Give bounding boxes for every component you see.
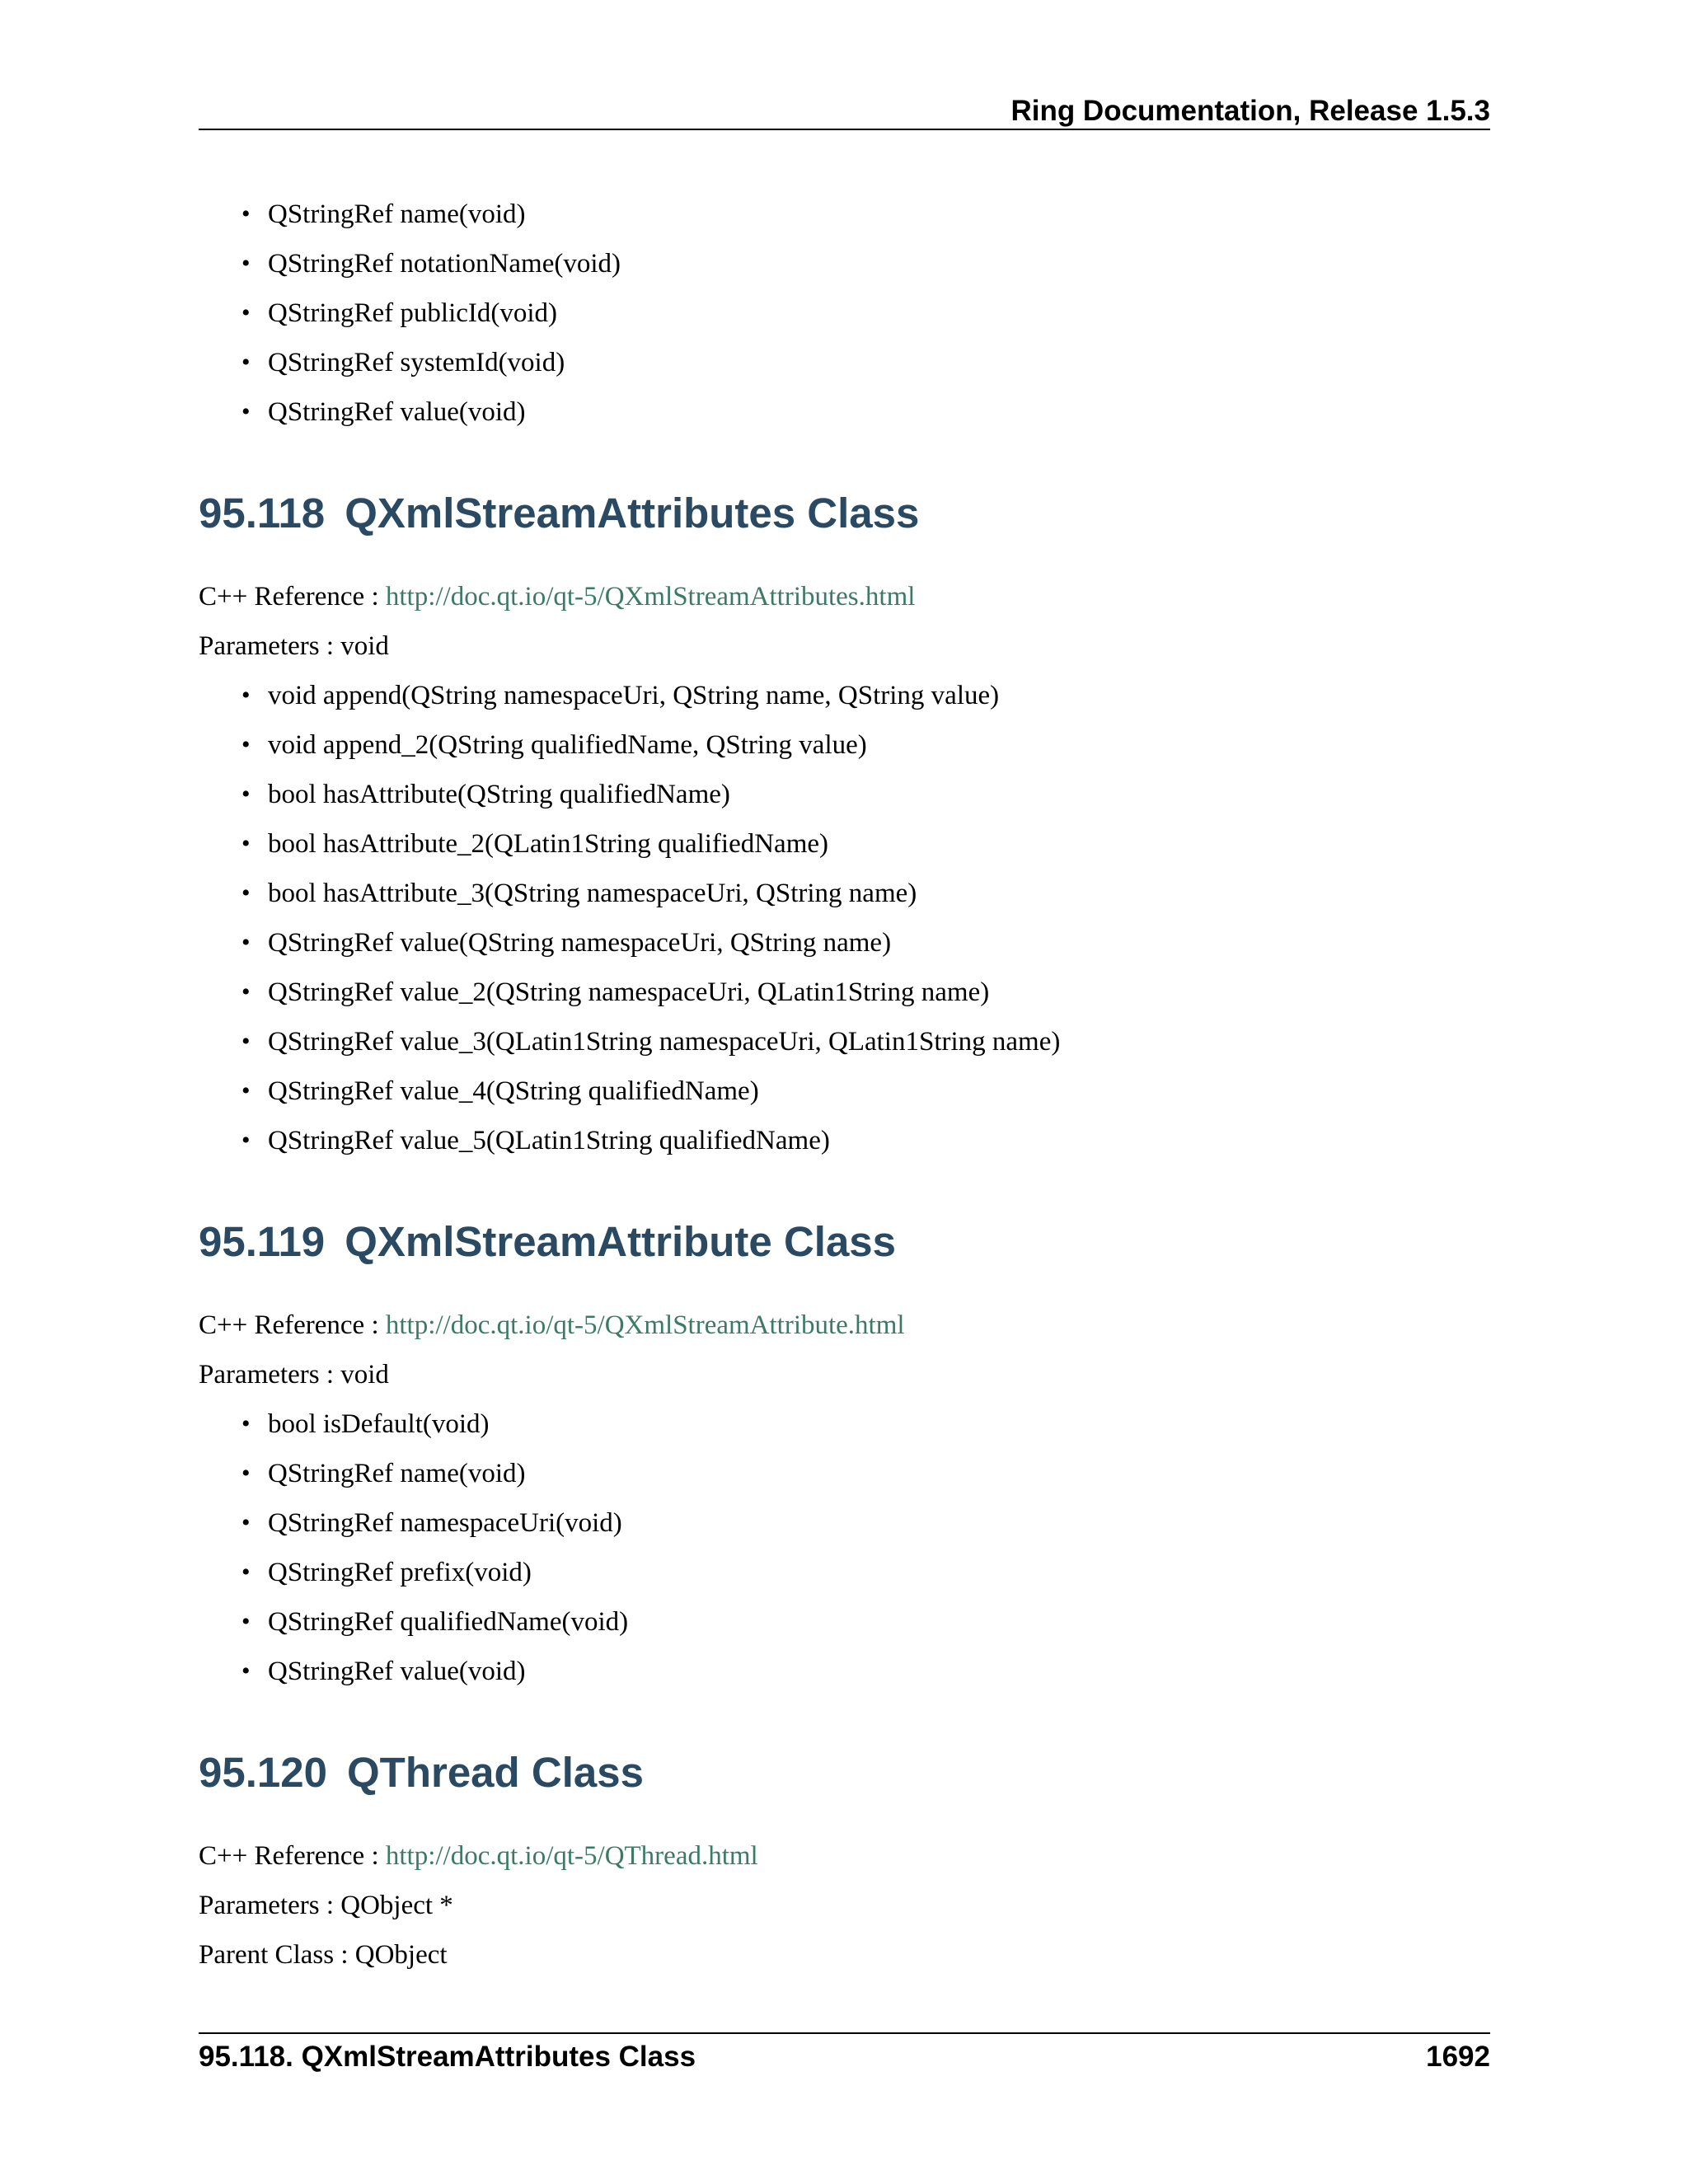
list-item: • QStringRef value_2(QString namespaceUri, QLatin1String name) [199, 968, 1490, 1017]
method-list [199, 1399, 1490, 1696]
section-title [199, 485, 1490, 542]
cpp-reference-line: C++ Reference : http://doc.qt.io/qt-5/QThread.html [199, 1841, 758, 1871]
section-title [199, 1213, 1490, 1271]
list-item: • bool isDefault(void) [199, 1399, 1490, 1449]
list-item: • bool hasAttribute_3(QString namespaceUri, QString name) [199, 869, 1490, 918]
bullet-icon: • [241, 1410, 251, 1437]
footer-section-title: 95.118. QXmlStreamAttributes Class [199, 2041, 696, 2073]
cpp-reference-line: C++ Reference : http://doc.qt.io/qt-5/QXmlStreamAttributes.html [199, 582, 916, 612]
list-item: • QStringRef name(void) [199, 1449, 1490, 1498]
cpp-reference-link[interactable]: http://doc.qt.io/qt-5/QXmlStreamAttributes.html [385, 582, 916, 612]
bullet-icon: • [241, 299, 251, 326]
list-item: • bool hasAttribute(QString qualifiedName) [199, 770, 1490, 819]
list-item: • QStringRef publicId(void) [199, 288, 1490, 338]
bullet-icon: • [241, 1558, 251, 1586]
bullet-icon: • [241, 1509, 251, 1536]
header-title: Ring Documentation, Release 1.5.3 [1010, 95, 1490, 127]
bullet-icon: • [241, 780, 251, 808]
list-item: • QStringRef value(void) [199, 387, 1490, 437]
list-item: • QStringRef value(void) [199, 1647, 1490, 1696]
method-list [199, 671, 1490, 1165]
bullet-icon: • [241, 250, 251, 277]
list-item: • QStringRef notationName(void) [199, 239, 1490, 288]
list-item: • void append_2(QString qualifiedName, QString value) [199, 720, 1490, 770]
list-item: • void append(QString namespaceUri, QString name, QString value) [199, 671, 1490, 720]
section-heading: QXmlStreamAttributes Class [345, 490, 920, 537]
bullet-icon: • [241, 1460, 251, 1487]
cpp-reference-link[interactable]: http://doc.qt.io/qt-5/QThread.html [385, 1841, 758, 1871]
parameters-line: Parameters : void [199, 631, 389, 661]
bullet-icon: • [241, 978, 251, 1005]
section-number: 95.120 [199, 1749, 327, 1796]
parameters-line: Parameters : void [199, 1360, 389, 1390]
cpp-reference-link[interactable]: http://doc.qt.io/qt-5/QXmlStreamAttribute.html [385, 1310, 905, 1340]
section-heading: QXmlStreamAttribute Class [345, 1218, 897, 1265]
list-item: • QStringRef value(QString namespaceUri, QString name) [199, 918, 1490, 968]
list-item: • QStringRef systemId(void) [199, 338, 1490, 387]
section-title [199, 1744, 1490, 1802]
bullet-icon: • [241, 200, 251, 227]
list-item: • QStringRef prefix(void) [199, 1548, 1490, 1597]
bullet-icon: • [241, 1077, 251, 1104]
bullet-icon: • [241, 929, 251, 956]
bullet-icon: • [241, 830, 251, 857]
bullet-icon: • [241, 1657, 251, 1685]
section-number: 95.119 [199, 1218, 326, 1265]
page-content [199, 190, 1490, 1980]
list-item: • QStringRef name(void) [199, 190, 1490, 239]
running-footer [199, 2032, 1490, 2080]
list-item: • QStringRef qualifiedName(void) [199, 1597, 1490, 1647]
running-header [199, 92, 1490, 130]
bullet-icon: • [241, 1608, 251, 1635]
list-item: • QStringRef value_5(QLatin1String qualifiedName) [199, 1116, 1490, 1165]
parameters-line: Parameters : QObject * [199, 1891, 453, 1920]
bullet-icon: • [241, 1028, 251, 1055]
bullet-icon: • [241, 682, 251, 709]
list-item: • bool hasAttribute_2(QLatin1String qualifiedName) [199, 819, 1490, 869]
section-number: 95.118 [199, 490, 326, 537]
section-heading: QThread Class [347, 1749, 644, 1796]
bullet-icon: • [241, 398, 251, 425]
bullet-icon: • [241, 879, 251, 907]
bullet-icon: • [241, 731, 251, 758]
intro-method-list [199, 190, 1490, 437]
list-item: • QStringRef value_3(QLatin1String namespaceUri, QLatin1String name) [199, 1017, 1490, 1066]
cpp-reference-line: C++ Reference : http://doc.qt.io/qt-5/QXmlStreamAttribute.html [199, 1310, 905, 1340]
parent-class-line: Parent Class : QObject [199, 1940, 448, 1970]
list-item: • QStringRef value_4(QString qualifiedName) [199, 1066, 1490, 1116]
list-item: • QStringRef namespaceUri(void) [199, 1498, 1490, 1548]
page-number: 1692 [1426, 2041, 1490, 2073]
bullet-icon: • [241, 1127, 251, 1154]
bullet-icon: • [241, 349, 251, 376]
